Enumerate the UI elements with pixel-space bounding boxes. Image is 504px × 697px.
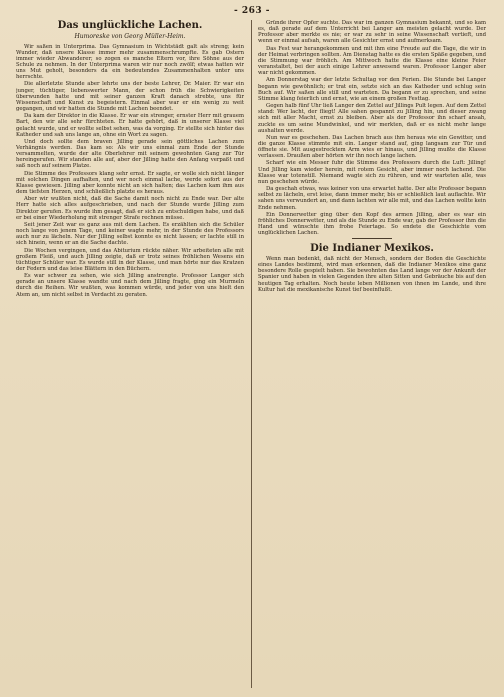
paragraph: Aber wir wußten nicht, daß die Sache damit noch nicht zu Ende war. Der alte Herr hatte sich alles aufgeschrieben, und nach der Stunde wurde Jilling zum Direktor gerufen. Es wurde ihm gesagt, daß er sich zu entschuldigen habe, und daß er bei einer Wiederholung mit strenger Strafe rechnen müsse. (16, 196, 244, 221)
paragraph: Ein Donnerwetter ging über den Kopf des armen Jilling, aber es war ein fröhliches Donnerwetter, und als die Stunde zu Ende war, gab der Professor ihm die Hand und wünschte ihm frohe Feiertage. So endete die Geschichte vom unglücklichen Lachen. (258, 211, 486, 237)
paragraph: Nun war es geschehen. Das Lachen brach aus ihm heraus wie ein Gewitter, und die ganze Klasse stimmte mit ein. Langer stand auf, ging langsam zur Tür und öffnete sie. Mit ausgestrecktem Arm wies er hinaus, und Jilling mußte die Klasse verlassen. Draußen aber hörten wir ihn noch lange lachen. (258, 134, 486, 160)
paragraph: Die Stimme des Professors klang sehr ernst. Er sagte, er wolle sich nicht länger mit solchen Dingen aufhalten, und wer noch einmal lache, werde sofort aus der Klasse gewiesen. Jilling aber konnte nicht an sich halten; das Lachen kam ihm aus dem tiefsten Herzen, und schließlich platzte es heraus. (16, 170, 244, 196)
paragraph: Gründe ihrer Opfer suchte. Das war im ganzen Gymnasium bekannt, und so kam es, daß gerade auf dem Unterricht bei Langer am meisten gelacht wurde. Der Professor aber merkte es nie; er war zu sehr in seine Wissenschaft vertieft, und wenn er einmal aufsah, waren alle Gesichter ernst und aufmerksam. (258, 20, 486, 45)
paragraph: Die allerletzte Stunde aber lehrte uns der beste Lehrer, Dr. Maier. Er war ein junger, tüchtiger, liebenswerter Mann, der schon früh die Schwierigkeiten überwunden hatte und mit seiner ganzen Kraft danach strebte, uns für Wissenschaft und Kunst zu begeistern. Einmal aber war er ein wenig zu weit gegangen, und wir hatten die Stunde mit Lachen beendet. (16, 81, 244, 113)
paragraph: Da kam der Direktor in die Klasse. Er war ein strenger, ernster Herr mit grauem Bart, den wir alle sehr fürchteten. Er hatte gehört, daß in unserer Klasse viel gelacht wurde, und er wollte selbst sehen, was da vorging. Er stellte sich hinter das Katheder und sah uns lange an, ohne ein Wort zu sagen. (16, 113, 244, 138)
paragraph: Seit jener Zeit war es ganz aus mit dem Lachen. Es erzählten sich die Schüler noch lange von jenem Tage, und keiner wagte mehr, in der Stunde des Professors auch nur zu lächeln. Nur der Jilling selbst konnte es nicht lassen; er lachte still in sich hinein, wenn er an die Sache dachte. (16, 221, 244, 247)
paragraph: Wir saßen in Unterprima. Das Gymnasium in Wichtstädt galt als streng; kein Wunder, daß unsere Klasse immer mehr zusammenschrumpfte. Es gab Ostern immer wieder Abwanderer; so zogen es manche Eltern vor, ihre Söhne aus der Schule zu nehmen. In der Unterprima waren wir nur noch zwölf; etwas hatten wir uns Mut geholt, besonders da ein bedeutendes Zusammenhalten unter uns herrschte. (16, 43, 244, 81)
story-byline: Humoreske von Georg Müller-Heim. (74, 33, 186, 40)
paragraph: Wenn man bedenkt, daß nicht der Mensch, sondern der Boden die Geschichte eines Landes bestimmt, wird man erkennen, daß die Indianer Mexikos eine ganz besondere Rolle gespielt haben. Sie bewohnten das Land lange vor der Ankunft der Spanier und haben in vielen Gegenden ihre alten Sitten und Gebräuche bis auf den heutigen Tag erhalten. Noch heute leben Millionen von ihnen im Lande, und ihre Kultur hat die mexikanische Kunst tief beeinflußt. (258, 255, 486, 293)
paragraph: Gegen halb fünf Uhr ließ Langer den Zettel auf Jillings Pult legen. Auf dem Zettel stand: Wer lacht, der fliegt! Alle sahen gespannt zu Jilling hin, und dieser zwang sich mit aller Macht, ernst zu bleiben. Aber als der Professor ihn scharf ansah, zuckte es um seine Mundwinkel, und wir merkten, daß er es nicht mehr lange aushalten werde. (258, 103, 486, 134)
paragraph: Und doch sollte dem braven Jilling gerade sein göttliches Lachen zum Verhängnis werden. Das kam so: Als wir uns einmal zum Ende der Stunde versammelten, wurde der alte Oberlehrer mit seinem gewohnten Gang zur Tür hereingerufen. Wir standen alle auf, aber der Jilling hatte den Anfang verpaßt und saß noch auf seinem Platze. (16, 138, 244, 170)
paragraph: Da geschah etwas, was keiner von uns erwartet hatte. Der alte Professor begann selbst zu lächeln, erst leise, dann immer mehr, bis er schließlich laut auflachte. Wir sahen uns verwundert an, und dann lachten wir alle mit, und das Lachen wollte kein Ende nehmen. (258, 186, 486, 211)
section-separator (352, 238, 392, 239)
paragraph: Scharf wie ein Messer fuhr die Stimme des Professors durch die Luft: Jilling! Und Jilling kam wieder herein, mit rotem Gesicht, aber immer noch lachend. Die Klasse war totenstill. Niemand wagte sich zu rühren, und wir warteten alle, was nun geschehen würde. (258, 160, 486, 185)
story-title: Das unglückliche Lachen. (57, 20, 203, 31)
column-divider (251, 20, 252, 688)
paragraph: Es war schwer zu sehen, wie sich Jilling anstrengte. Professor Langer sich gerade an unsere Klasse wandte und nach dem Jilling fragte, ging ein Murmeln durch die Reihen. Wir wußten, was kommen würde, und jeder von uns hielt den Atem an, um nicht selbst in Verdacht zu geraten. (16, 273, 244, 298)
paragraph: Das Fest war herangekommen und mit ihm eine Freude auf die Tage, die wir in der Heimat verbringen sollten. Am Dienstag hatte es die ersten Späße gegeben, und die Stimmung war fröhlich. Am Mittwoch hatte die Klasse eine kleine Feier veranstaltet, bei der auch einige Lehrer anwesend waren. Professor Langer aber war nicht gekommen. (258, 45, 486, 77)
page-number: - 263 - (233, 6, 271, 16)
right-column (258, 20, 486, 688)
paragraph: Die Wochen vergingen, und das Abiturium rückte näher. Wir arbeiteten alle mit großem Fleiß, und auch Jilling zeigte, daß er trotz seines fröhlichen Wesens ein tüchtiger Schüler war. Es wurde still in der Klasse, und man hörte nur das Kratzen der Federn und das leise Blättern in den Büchern. (16, 247, 244, 272)
paragraph: Am Donnerstag war der letzte Schultag vor den Ferien. Die Stunde bei Langer begann wie gewöhnlich; er trat ein, setzte sich an das Katheder und schlug sein Buch auf. Wir saßen alle still und warteten. Da begann er zu sprechen, und seine Stimme klang feierlich und ernst, wie an einem großen Festtag. (258, 77, 486, 102)
article-title: Die Indianer Mexikos. (310, 242, 434, 254)
left-column (16, 20, 244, 688)
